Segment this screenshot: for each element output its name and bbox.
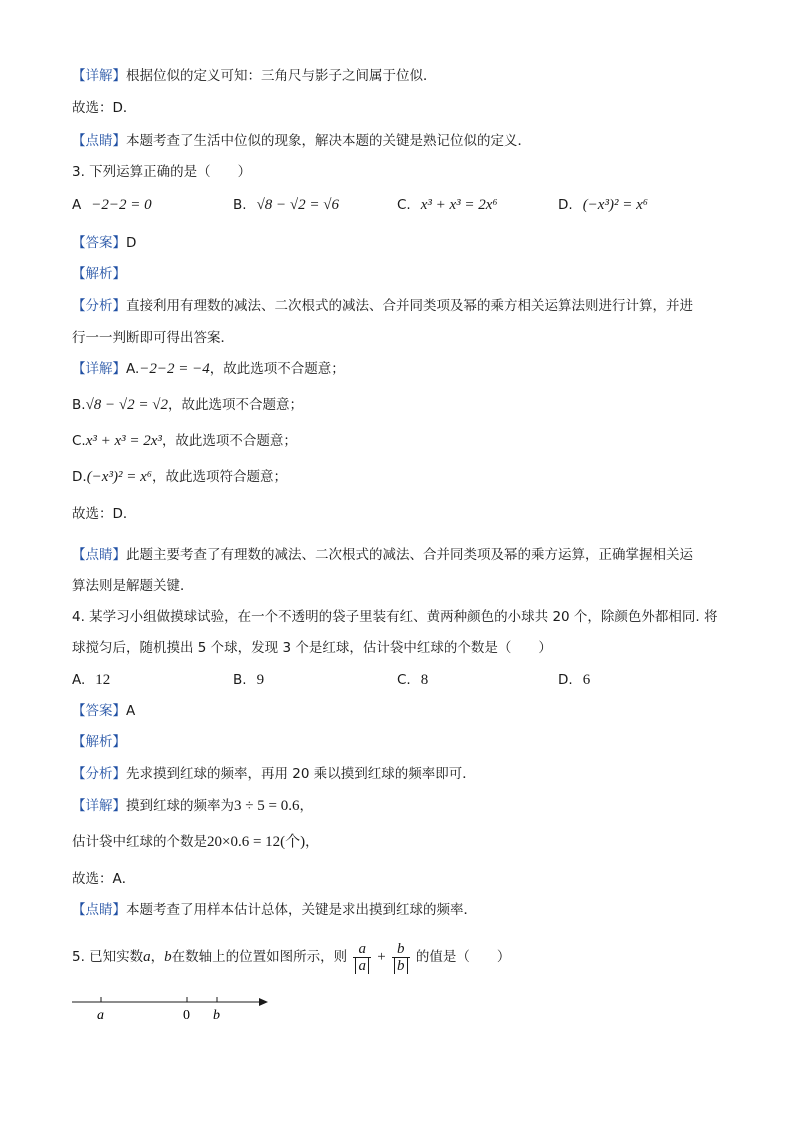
label-a: a <box>97 1008 104 1023</box>
q3-comment-1: 【点睛】此题主要考查了有理数的减法、二次根式的减法、合并同类项及幂的乘方运算，正确掌握相关运 <box>72 547 693 563</box>
q4-analyze: 【分析】先求摸到红球的频率，再用 20 乘以摸到红球的频率即可． <box>72 766 476 782</box>
q3-choose: 故选：D． <box>72 506 137 522</box>
q4-choose: 故选：A． <box>72 871 136 887</box>
q2-detail: 【详解】根据位似的定义可知：三角尺与影子之间属于位似． <box>72 68 437 84</box>
q4-stem-1: 4. 某学习小组做摸球试验，在一个不透明的袋子里装有红、黄两种颜色的小球共 20 个，除颜色外都相同. 将 <box>72 609 718 625</box>
q3-option-d: D. (−x³)² = x⁶ <box>558 197 648 213</box>
q3-answer: 【答案】D <box>72 235 137 251</box>
number-line-figure <box>66 990 276 1026</box>
q2-choose: 故选：D． <box>72 100 137 116</box>
q4-comment: 【点睛】本题考查了用样本估计总体，关键是求出摸到红球的频率． <box>72 902 477 918</box>
q4-option-c: C. 8 <box>397 672 429 688</box>
q5-stem: 5. 已知实数a，b在数轴上的位置如图所示，则 $\frac{a}{a}$ + $\frac{b}{b}$ 的值是（ ） <box>72 940 511 974</box>
q4-stem-2: 球搅匀后，随机摸出 5 个球，发现 3 个是红球，估计袋中红球的个数是（ ） <box>72 640 552 656</box>
fraction-b-over-abs-b: $\frac{b}{b}$ <box>392 941 410 974</box>
q3-option-a: A −2−2 = 0 <box>72 197 152 213</box>
fraction-a-over-abs-a: $\frac{a}{a}$ <box>353 941 371 974</box>
q3-comment-2: 算法则是解题关键． <box>72 578 194 594</box>
q2-comment: 【点睛】本题考查了生活中位似的现象，解决本题的关键是熟记位似的定义． <box>72 133 531 149</box>
q3-option-c: C. x³ + x³ = 2x⁶ <box>397 197 498 213</box>
q3-analyze-2: 行一一判断即可得出答案． <box>72 330 234 346</box>
q3-detail-a: 【详解】A.−2−2 = −4，故此选项不合题意； <box>72 361 345 377</box>
q4-option-b: B. 9 <box>233 672 265 688</box>
q3-analyze-1: 【分析】直接利用有理数的减法、二次根式的减法、合并同类项及幂的乘方相关运算法则进行计算，并进 <box>72 298 693 314</box>
q3-detail-c: C.x³ + x³ = 2x³，故此选项不合题意； <box>72 433 297 449</box>
q4-analysis-heading: 【解析】 <box>72 734 126 750</box>
q3-analysis-heading: 【解析】 <box>72 266 126 282</box>
q3-stem: 3. 下列运算正确的是（ ） <box>72 164 252 180</box>
q4-detail-1: 【详解】摸到红球的频率为3 ÷ 5 = 0.6， <box>72 798 313 814</box>
label-b: b <box>213 1008 220 1023</box>
q4-detail-2: 估计袋中红球的个数是20×0.6 = 12(个)， <box>72 834 319 850</box>
q3-option-b: B. √8 − √2 = √6 <box>233 197 340 213</box>
q3-detail-b: B.√8 − √2 = √2，故此选项不合题意； <box>72 397 304 413</box>
number-line-arrow-icon <box>259 998 268 1006</box>
q3-detail-d: D.(−x³)² = x⁶，故此选项符合题意； <box>72 469 287 485</box>
q4-option-a: A. 12 <box>72 672 111 688</box>
q4-answer: 【答案】A <box>72 703 136 719</box>
label-zero: 0 <box>183 1008 190 1023</box>
q4-option-d: D. 6 <box>558 672 591 688</box>
